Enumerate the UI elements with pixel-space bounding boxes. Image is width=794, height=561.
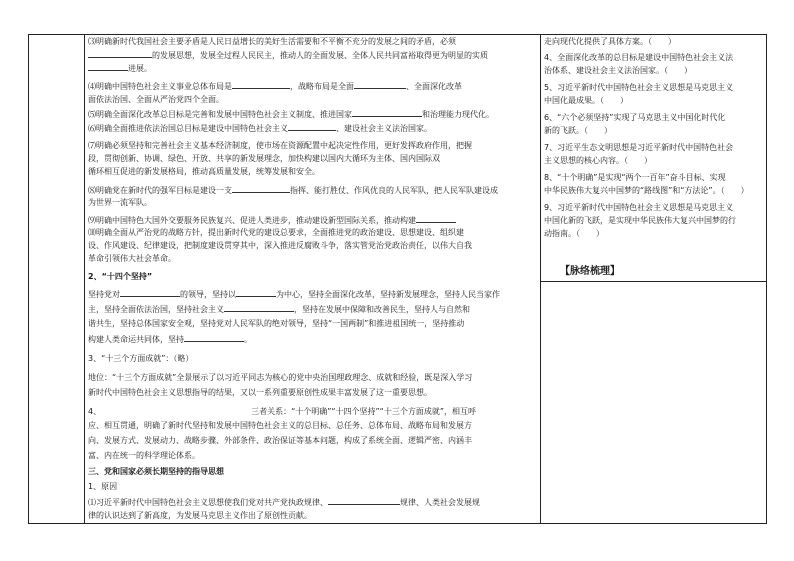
- question-line: 6、“六个必须坚持”实现了马克思主义中国化时代化: [544, 113, 726, 122]
- text-line: ⑻明确党在新时代的强军目标是建设一支 指挥、能打胜仗、作风优良的人民军队，把人民军队建设成: [88, 186, 498, 195]
- blank: [184, 333, 244, 342]
- question-line: 走向现代化提供了具体方案。（ ）: [544, 37, 676, 46]
- text-line: 应、相互贯通，明确了新时代坚持和发展中国特色社会主义的总目标、总任务、总体布局、战略布局和发展方: [88, 421, 472, 430]
- blank: [288, 122, 336, 131]
- spacer: [101, 405, 251, 414]
- text-line: ⑺明确必须坚持和完善社会主义基本经济制度，使市场在资源配置中起决定性作用，更好发挥政府作用，把握: [88, 141, 472, 150]
- text-line: 革命引领伟大社会革命。: [88, 254, 176, 263]
- text-line: ⑷明确中国特色社会主义事业总体布局是 ，战略布局是全面 、全面深化改革: [88, 82, 462, 91]
- judgement-questions: [544, 36, 762, 286]
- blank: [354, 80, 406, 89]
- column-divider-left: [84, 34, 85, 524]
- question-line: 动指南。（ ）: [544, 229, 604, 238]
- text-line: ⑸明确全面深化改革总目标是完善和发展中国特色社会主义制度、推进国家 和治理能力现代化。: [88, 110, 494, 119]
- section-heading: 3、“十三个方面成就”：（略）: [88, 354, 194, 363]
- question-line: 中国化新的飞跃，是实现中华民族伟大复兴中国梦的行: [544, 216, 736, 225]
- text-line: 地位：“十三个方面成就”全景展示了以习近平同志为核心的党中央治国理政理念、成就和经验，既是深入学习: [88, 373, 473, 382]
- text-line: 4、 三者关系：“十个明确”“十四个坚持”“十三个方面成就”，相互呼: [88, 407, 476, 416]
- blank: [120, 288, 180, 297]
- question-line: 治体系、建设社会主义法治国家。（ ）: [544, 66, 692, 75]
- text-line: 构建人类命运共同体，坚持 。: [88, 335, 252, 344]
- question-line: 新的飞跃。（ ）: [544, 126, 612, 135]
- text-line: 段，贯彻创新、协调、绿色、开放、共享的新发展理念，加快构建以国内大循环为主体、国内国际双: [88, 154, 440, 163]
- main-content: [88, 36, 536, 522]
- text-line: 进展。: [88, 62, 152, 74]
- blank: [352, 108, 422, 117]
- blank: [232, 80, 290, 89]
- question-line: 9、习近平新时代中国特色社会主义思想是马克思主义: [544, 203, 734, 212]
- text-line: 面依法治国、全面从严治党四个全面。: [88, 95, 224, 104]
- blank: [224, 303, 294, 312]
- text-line: ⑴习近平新时代中国特色社会主义思想使我们党对共产党执政规律、 规律、人类社会发展规: [88, 498, 480, 507]
- blank: [88, 49, 152, 58]
- question-line: 主义思想的核心内容。（ ）: [544, 156, 652, 165]
- text-line: ⑽明确全面从严治党的战略方针，提出新时代党的建设总要求，全面推进党的政治建设、思想建设、组织建: [88, 228, 464, 237]
- column-divider-right: [540, 34, 541, 524]
- text-line: 谐共生，坚持总体国家安全观，坚持党对人民军队的绝对领导，坚持“一国两制”和推进祖国统一，坚持推动: [88, 319, 465, 328]
- question-line: 中华民族伟大复兴中国梦的“路线图”和“方法论”。（ ）: [544, 186, 749, 195]
- text-line: 为世界一流军队。: [88, 198, 152, 207]
- text-line: 向、发展方式、发展动力、战略步骤、外部条件、政治保证等基本问题，构成了系统全面、逻辑严密、内涵丰: [88, 436, 472, 445]
- text-line: ⑶明确新时代我国社会主要矛盾是人民日益增长的美好生活需要和不平衡不充分的发展之间的矛盾，必须: [88, 37, 456, 46]
- network-title: 【脉络梳理】: [560, 266, 620, 277]
- text-line: 设、作风建设、纪律建设，把制度建设贯穿其中，深入推进反腐败斗争，落实管党治党政治责任，以伟大自我: [88, 241, 472, 250]
- text-line: 主，坚持全面依法治国，坚持社会主义 ，坚持在发展中保障和改善民生，坚持人与自然和: [88, 305, 470, 314]
- question-line: 8、“十个明确”是实现“两个一百年”奋斗目标、实现: [544, 173, 726, 182]
- text-line: 富、内在统一的科学理论体系。: [88, 451, 200, 460]
- text-line: 循环相互促进的新发展格局，推动高质量发展，统筹发展和安全。: [88, 167, 320, 176]
- section-heading: 2、“十四个坚持”: [88, 272, 153, 281]
- blank: [416, 214, 456, 223]
- section-heading: 三、党和国家必须长期坚持的指导思想: [88, 467, 224, 476]
- section-heading: 1、原因: [88, 482, 118, 491]
- blank: [236, 288, 276, 297]
- question-line: 5、习近平新时代中国特色社会主义思想是马克思主义: [544, 83, 734, 92]
- blank: [232, 184, 290, 193]
- text-line: ⑼明确中国特色大国外交要服务民族复兴、促进人类进步，推动建设新型国际关系，推动构建: [88, 214, 456, 226]
- text-line: ⑹明确全面推进依法治国总目标是建设中国特色社会主义 、建设社会主义法治国家。: [88, 124, 432, 133]
- text-line: 坚持党对 的领导，坚持以 为中心，坚持全面深化改革，坚持新发展理念，坚持人民当家作: [88, 290, 500, 299]
- text-line: 律的认识达到了新高度，为发展马克思主义作出了原创性贡献。: [88, 511, 312, 520]
- question-line: 7、习近平生态文明思想是习近平新时代中国特色社会: [544, 143, 734, 152]
- text-line: 新时代中国特色社会主义思想指导的结果，又以一系列重要原创性成果丰富发展了这一重要思想。: [88, 388, 432, 397]
- blank: [88, 62, 128, 71]
- question-line: 4、全面深化改革的总目标是建设中国特色社会主义法: [544, 53, 734, 62]
- blank: [328, 496, 400, 505]
- question-line: 中国化最成果。（ ）: [544, 96, 628, 105]
- text-line: 的发展思想，发展全过程人民民主，推动人的全面发展、全体人民共同富裕取得更为明显的实质: [88, 49, 488, 61]
